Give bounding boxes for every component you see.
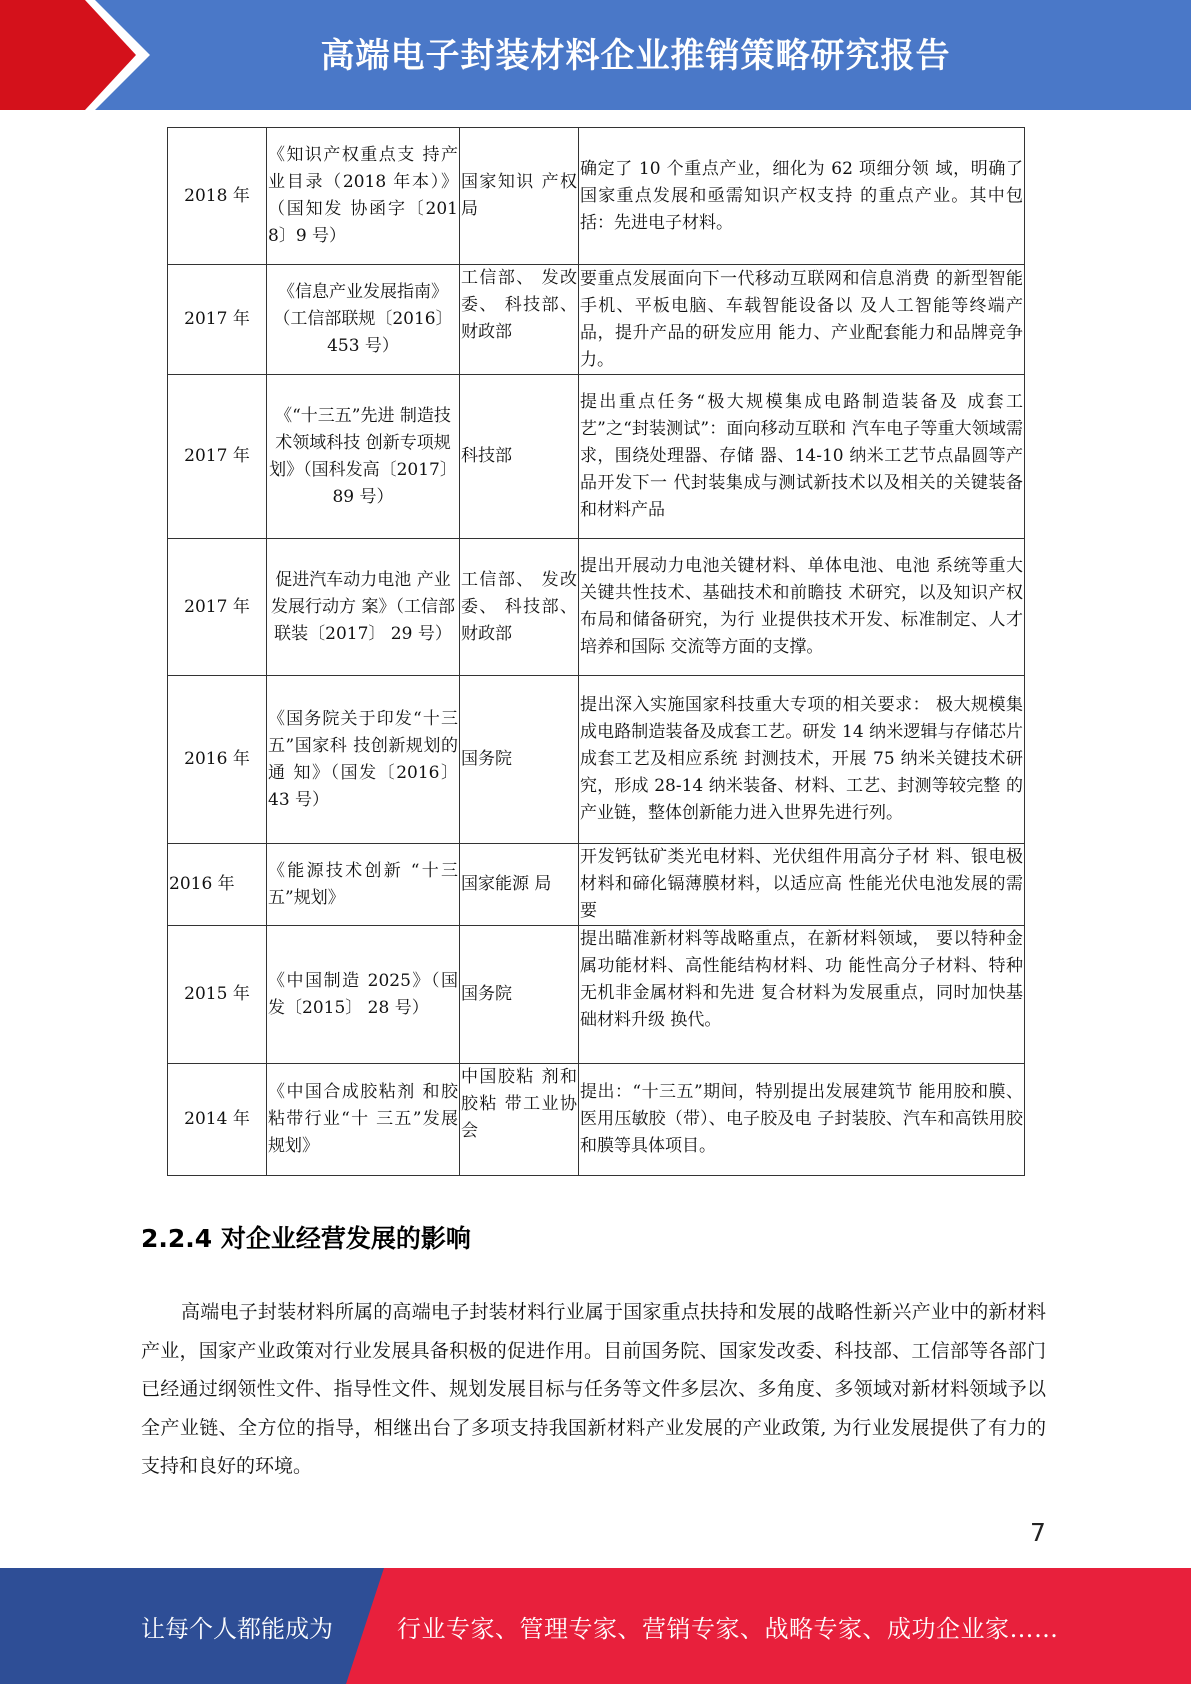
table-row bbox=[168, 676, 1025, 844]
year-cell: 2016 年 bbox=[168, 676, 267, 844]
year-cell: 2018 年 bbox=[168, 128, 267, 265]
content-cell: 提出重点任务“极大规模集成电路制造装备及 成套工艺”之“封装测试”：面向移动互联和 汽车电子等重大领域需求，围绕处理器、存储 器、14-10 纳米工艺节点晶圆等产品开发下一 代封装集成与测试新技术以及相关的关键装备 和材料产品 bbox=[579, 375, 1025, 539]
table-row bbox=[168, 265, 1025, 375]
department-cell: 科技部 bbox=[460, 375, 579, 539]
document-cell: 《中国合成胶粘剂 和胶粘带行业“十 三五”发展规划》 bbox=[267, 1064, 460, 1176]
year-cell: 2017 年 bbox=[168, 375, 267, 539]
year-cell: 2014 年 bbox=[168, 1064, 267, 1176]
year-cell: 2016 年 bbox=[168, 844, 267, 926]
year-cell: 2015 年 bbox=[168, 926, 267, 1064]
report-title: 高端电子封装材料企业推销策略研究报告 bbox=[320, 35, 951, 76]
document-cell: 《信息产业发展指南》（工信部联规〔2016〕 453 号） bbox=[267, 265, 460, 375]
page-header bbox=[0, 0, 1191, 110]
document-cell: 《“十三五”先进 制造技术领域科技 创新专项规划》（国科发高〔2017〕89 号） bbox=[267, 375, 460, 539]
table-row bbox=[168, 1064, 1025, 1176]
content-cell: 确定了 10 个重点产业，细化为 62 项细分领 域，明确了国家重点发展和亟需知识产权支持 的重点产业。其中包括：先进电子材料。 bbox=[579, 128, 1025, 265]
footer-slogan-right: 行业专家、管理专家、营销专家、战略专家、成功企业家…… bbox=[397, 1614, 1059, 1643]
content-cell: 提出：“十三五”期间，特别提出发展建筑节 能用胶和膜、医用压敏胶（带）、电子胶及电 子封装胶、汽车和高铁用胶和膜等具体项目。 bbox=[579, 1064, 1025, 1176]
footer-slogan-left: 让每个人都能成为 bbox=[141, 1614, 333, 1643]
department-cell: 中国胶粘 剂和胶粘 带工业协 会 bbox=[460, 1064, 579, 1176]
table-row bbox=[168, 844, 1025, 926]
body-paragraph: 高端电子封装材料所属的高端电子封装材料行业属于国家重点扶持和发展的战略性新兴产业中的新材料产业，国家产业政策对行业发展具备积极的促进作用。目前国务院、国家发改委、科技部、工信部等各部门已经通过纲领性文件、指导性文件、规划发展目标与任务等文件多层次、多角度、多领域对新材料领域予以全产业链、全方位的指导，相继出台了多项支持我国新材料产业发展的产业政策, 为行业发展提供了有力的支持和良好的环境。 bbox=[141, 1301, 1046, 1477]
document-cell: 促进汽车动力电池 产业发展行动方 案》（工信部联装〔2017〕 29 号） bbox=[267, 539, 460, 676]
year-cell: 2017 年 bbox=[168, 539, 267, 676]
content-cell: 提出瞄准新材料等战略重点，在新材料领域， 要以特种金属功能材料、高性能结构材料、功 能性高分子材料、特种无机非金属材料和先进 复合材料为发展重点，同时加快基础材料升级 换代。 bbox=[579, 926, 1025, 1064]
content-cell: 开发钙钛矿类光电材料、光伏组件用高分子材 料、银电极材料和碲化镉薄膜材料，以适应高 性能光伏电池发展的需要 bbox=[579, 844, 1025, 926]
department-cell: 工信部、 发改委、 科技部、 财政部 bbox=[460, 539, 579, 676]
department-cell: 国家能源 局 bbox=[460, 844, 579, 926]
table-row bbox=[168, 926, 1025, 1064]
document-cell: 《能源技术创新 “十三五”规划》 bbox=[267, 844, 460, 926]
department-cell: 工信部、 发改委、 科技部、 财政部 bbox=[460, 265, 579, 375]
department-cell: 国家知识 产权局 bbox=[460, 128, 579, 265]
content-cell: 提出深入实施国家科技重大专项的相关要求： 极大规模集成电路制造装备及成套工艺。研发 14 纳米逻辑与存储芯片成套工艺及相应系统 封测技术，开展 75 纳米关键技术研究，形成 28-14 纳米装备、材料、工艺、封测等较完整 的产业链，整体创新能力进入世界先进行列。 bbox=[579, 676, 1025, 844]
table-row bbox=[168, 539, 1025, 676]
content-cell: 要重点发展面向下一代移动互联网和信息消费 的新型智能手机、平板电脑、车载智能设备以 及人工智能等终端产品，提升产品的研发应用 能力、产业配套能力和品牌竞争力。 bbox=[579, 265, 1025, 375]
policy-table bbox=[167, 127, 1025, 1176]
table-row bbox=[168, 375, 1025, 539]
document-cell: 《中国制造 2025》（国发〔2015〕 28 号） bbox=[267, 926, 460, 1064]
page-footer bbox=[0, 1568, 1191, 1684]
year-cell: 2017 年 bbox=[168, 265, 267, 375]
content-cell: 提出开展动力电池关键材料、单体电池、电池 系统等重大关键共性技术、基础技术和前瞻技 术研究，以及知识产权布局和储备研究，为行 业提供技术开发、标准制定、人才培养和国际 交流等方面的支撑。 bbox=[579, 539, 1025, 676]
table-row bbox=[168, 128, 1025, 265]
document-cell: 《知识产权重点支 持产业目录（2018 年本）》（国知发 协函字〔2018〕9 号） bbox=[267, 128, 460, 265]
department-cell: 国务院 bbox=[460, 926, 579, 1064]
page-number: 7 bbox=[1030, 1518, 1046, 1547]
section-heading: 2.2.4 对企业经营发展的影响 bbox=[141, 1224, 471, 1253]
document-cell: 《国务院关于印发“十三五”国家科 技创新规划的通 知》（国发〔2016〕 43 号） bbox=[267, 676, 460, 844]
department-cell: 国务院 bbox=[460, 676, 579, 844]
